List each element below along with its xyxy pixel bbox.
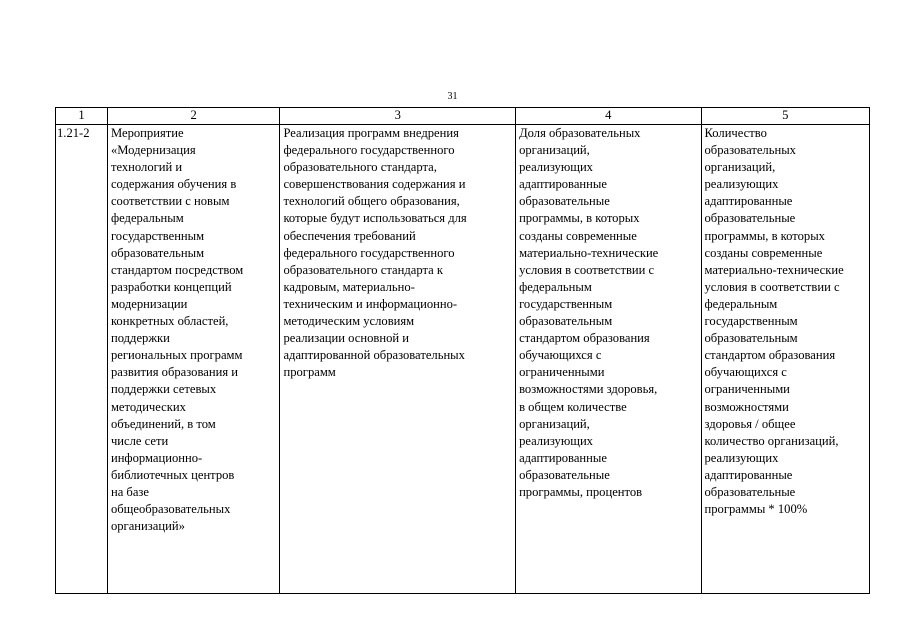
indicator-text: Доля образовательных организаций, реализующих адаптированные образовательные программы, в которых созданы современные материально-технические условия в соответствии с федеральным государственным образовательным стандартом образования обучающихся с ограниченными возможностями здоровья, в общем количестве организаций, реализующих адаптированные образовательные программы, процентов <box>519 126 659 499</box>
indicator-table <box>55 107 870 594</box>
description-text: Реализация программ внедрения федерального государственного образовательного стандарта, совершенствования содержания и технологий общего образования, которые будут использоваться для обеспечения требований федерального государственного образовательного стандарта к кадровым, материально- техническим и информационно- методическим условиям реализации основной и адаптированной образовательных программ <box>283 126 467 380</box>
description-cell <box>280 125 516 594</box>
table-row <box>56 125 870 594</box>
indicator-cell <box>516 125 701 594</box>
header-cell-1: 1 <box>56 108 108 125</box>
header-cell-3: 3 <box>280 108 516 125</box>
event-cell <box>107 125 280 594</box>
table-header-row <box>56 108 870 125</box>
event-text: Мероприятие «Модернизация технологий и содержания обучения в соответствии с новым федеральным государственным образовательным стандартом посредством разработки концепций модернизации конкретных областей, поддержки региональных программ развития образования и поддержки сетевых методических объединений, в том числе сети информационно- библиотечных центров на базе общеобразовательных организаций» <box>110 126 244 534</box>
header-cell-5: 5 <box>701 108 870 125</box>
row-code-cell <box>56 125 108 594</box>
row-code: 1.21-2 <box>57 126 90 140</box>
header-cell-4: 4 <box>516 108 701 125</box>
header-cell-2: 2 <box>107 108 280 125</box>
page-number: 31 <box>447 91 458 102</box>
formula-cell <box>701 125 870 594</box>
formula-text: Количество образовательных организаций, реализующих адаптированные образовательные программы, в которых созданы современные материально-технические условия в соответствии с федеральным государственным образовательным стандартом образования обучающихся с ограниченными возможностями здоровья / общее количество организаций, реализующих адаптированные образовательные программы * 100% <box>704 126 844 517</box>
